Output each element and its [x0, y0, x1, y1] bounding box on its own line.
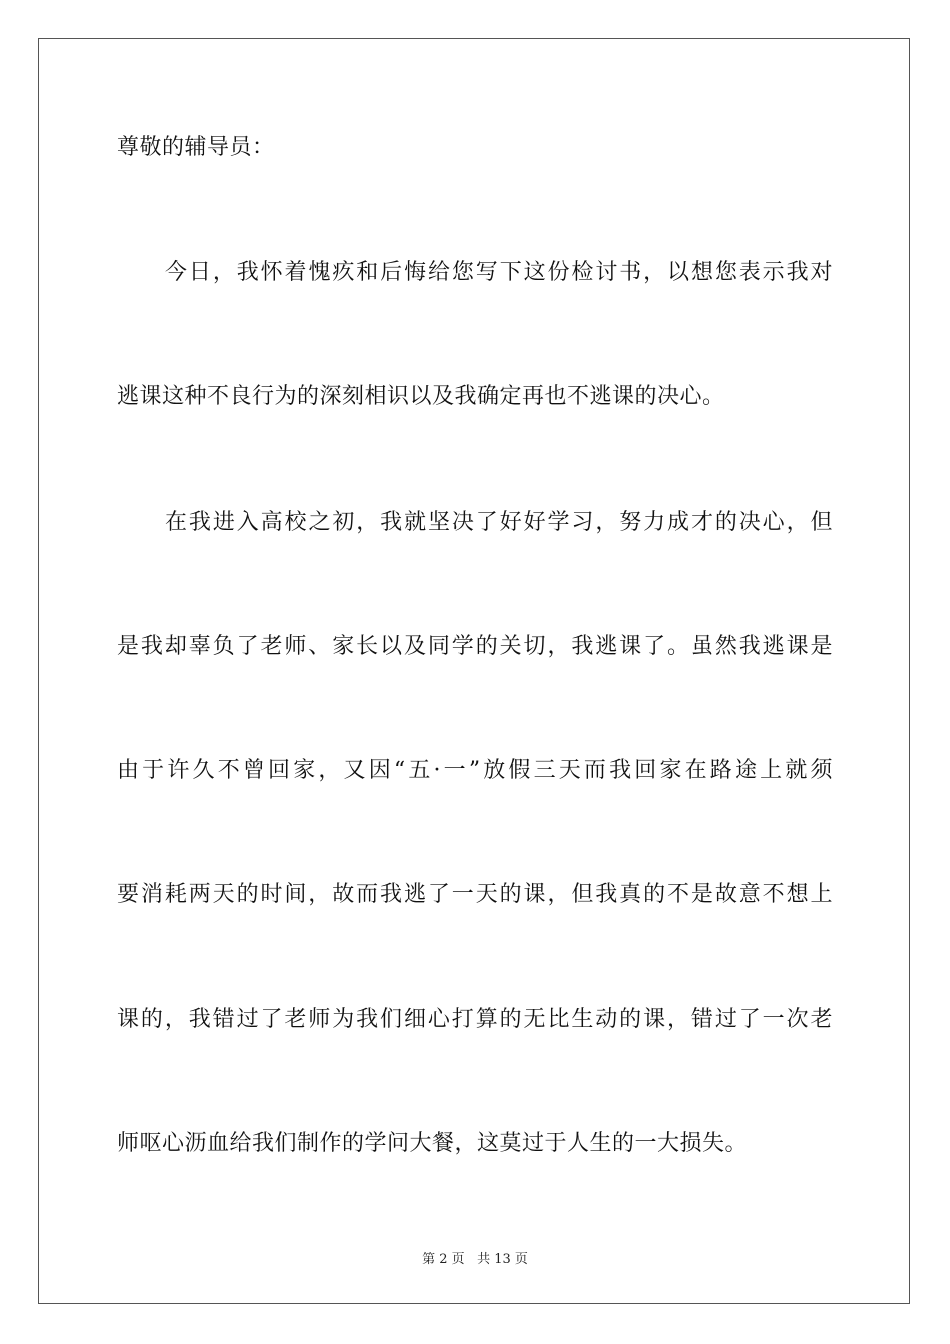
- page-number: 第 2 页: [422, 1252, 465, 1267]
- paragraph-2-line-1: 在我进入高校之初，我就坚决了好好学习，努力成才的决心，但: [165, 510, 833, 535]
- paragraph-2-line-4: 要消耗两天的时间，故而我逃了一天的课，但我真的不是故意不想上: [117, 882, 833, 907]
- paragraph-2-line-6: 师呕心沥血给我们制作的学问大餐，这莫过于人生的一大损失。: [117, 1131, 748, 1156]
- paragraph-1-line-2: 逃课这种不良行为的深刻相识以及我确定再也不逃课的决心。: [117, 384, 725, 409]
- page-footer: [0, 1248, 950, 1267]
- page-total: 共 13 页: [477, 1252, 528, 1267]
- paragraph-2-line-2: 是我却辜负了老师、家长以及同学的关切，我逃课了。虽然我逃课是: [117, 634, 833, 659]
- paragraph-2-line-3: 由于许久不曾回家，又因“五·一”放假三天而我回家在路途上就须: [117, 758, 833, 783]
- paragraph-2-line-5: 课的，我错过了老师为我们细心打算的无比生动的课，错过了一次老: [117, 1007, 833, 1032]
- paragraph-1-line-1: 今日，我怀着愧疚和后悔给您写下这份检讨书，以想您表示我对: [165, 260, 833, 285]
- page-border: [38, 38, 910, 1304]
- salutation: 尊敬的辅导员：: [117, 135, 275, 160]
